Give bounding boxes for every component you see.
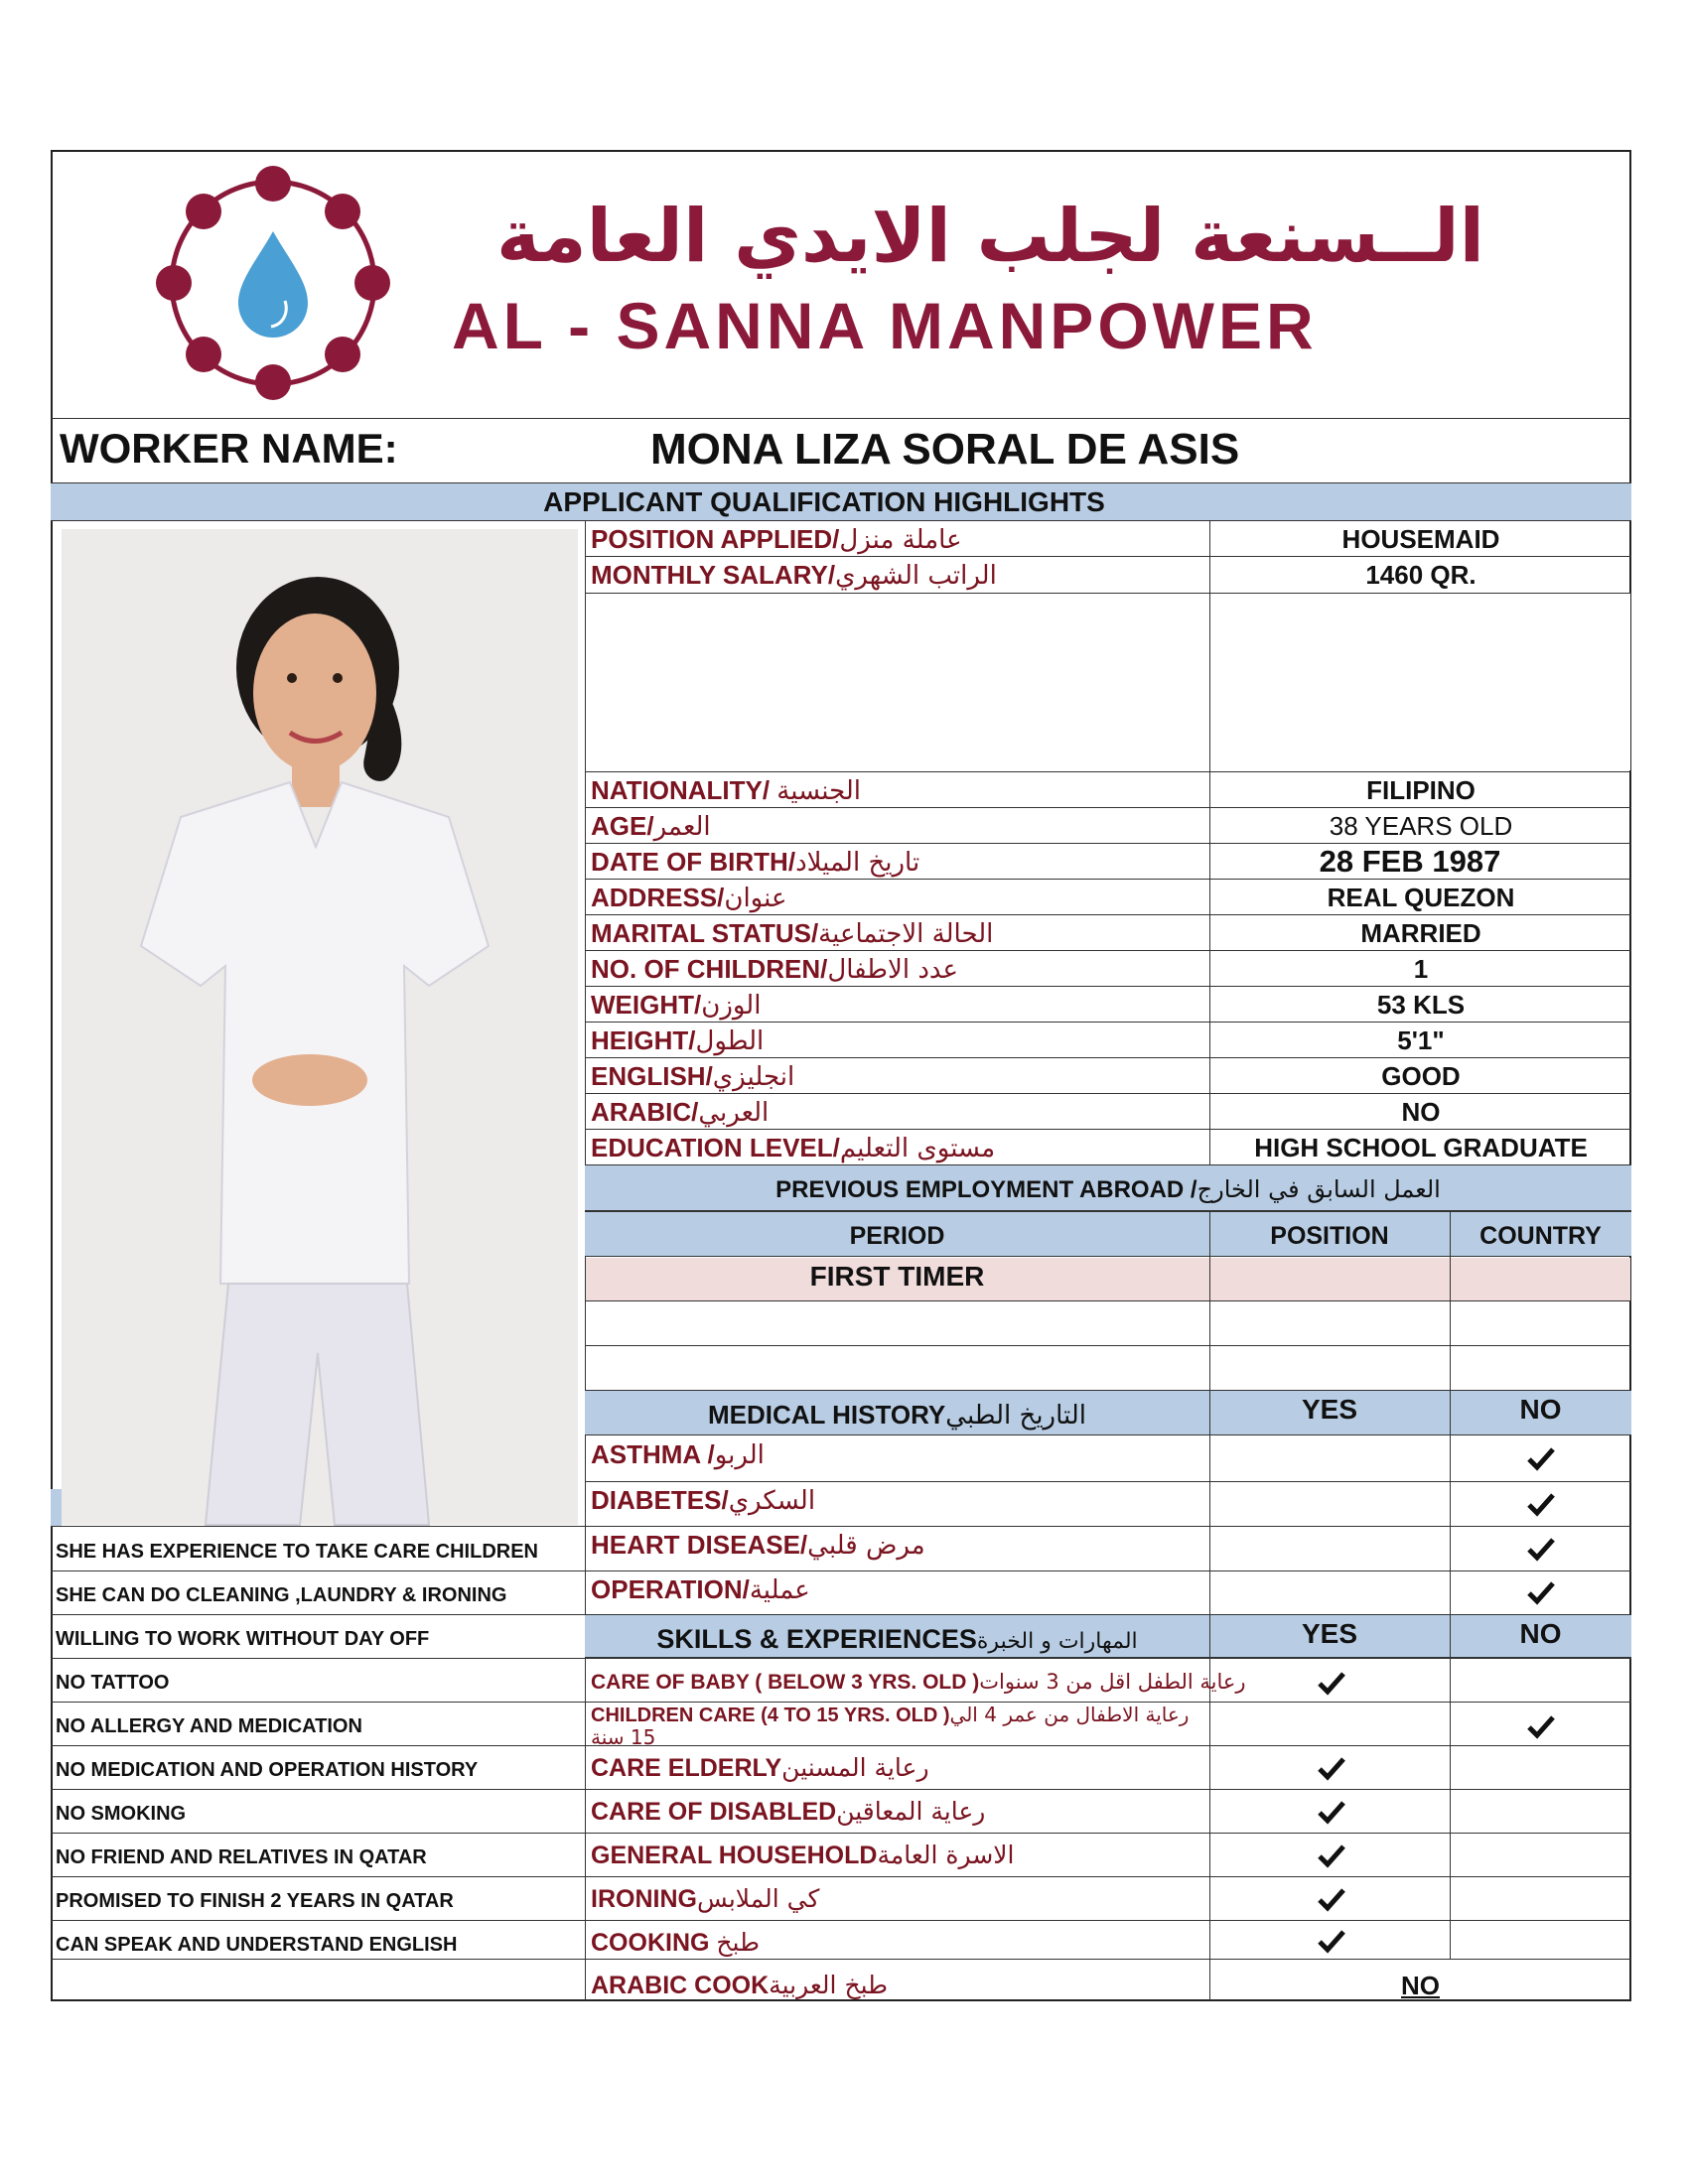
english-label: ENGLISH/انجليزي xyxy=(591,1061,795,1092)
skills-title: SKILLS & EXPERIENCESالمهارات و الخبرة xyxy=(656,1624,1138,1654)
diabetes-label: DIABETES/السكري xyxy=(591,1485,816,1516)
marital-status-label: MARITAL STATUS/الحالة الاجتماعية xyxy=(591,918,994,949)
worker-name: MONA LIZA SORAL DE ASIS xyxy=(650,425,1240,474)
brand-name-arabic: الــسنعة لجلب الايدي العامة xyxy=(495,194,1484,279)
grid-line xyxy=(1450,1211,1451,1959)
remark-item: NO FRIEND AND RELATIVES IN QATAR xyxy=(56,1846,427,1868)
position-applied-label: POSITION APPLIED/عاملة منزل xyxy=(591,524,962,555)
skill-arabic-cook-label: ARABIC COOKطبخ العربية xyxy=(591,1971,889,1999)
check-icon xyxy=(1317,1753,1346,1783)
remark-item: SHE CAN DO CLEANING ,LAUNDRY & IRONING xyxy=(56,1584,507,1606)
weight-label: WEIGHT/الوزن xyxy=(591,990,762,1021)
skill-ironing-label: IRONINGكي الملابس xyxy=(591,1884,820,1913)
remark-item: NO MEDICATION AND OPERATION HISTORY xyxy=(56,1759,479,1781)
education-value: HIGH SCHOOL GRADUATE xyxy=(1254,1133,1588,1162)
children-value: 1 xyxy=(1413,954,1429,984)
col-position: POSITION xyxy=(1270,1222,1389,1250)
arabic-value: NO xyxy=(1401,1097,1441,1127)
check-icon xyxy=(1526,1443,1556,1473)
check-icon xyxy=(1526,1711,1556,1741)
applicant-photo xyxy=(62,529,578,1525)
check-icon xyxy=(1317,1841,1346,1870)
employment-period-1: FIRST TIMER xyxy=(809,1261,985,1292)
position-applied-value: HOUSEMAID xyxy=(1341,524,1500,554)
skill-arabic-cook-value: NO xyxy=(1401,1971,1440,2000)
employment-title: PREVIOUS EMPLOYMENT ABROAD /العمل السابق في الخارج xyxy=(775,1175,1441,1203)
remark-item: NO TATTOO xyxy=(56,1672,170,1694)
brand-name-english: AL - SANNA MANPOWER xyxy=(452,289,1318,362)
medical-yes-header: YES xyxy=(1301,1394,1358,1425)
skill-cooking-label: COOKING طبخ xyxy=(591,1928,760,1957)
check-icon xyxy=(1317,1797,1346,1827)
remark-item: SHE HAS EXPERIENCE TO TAKE CARE CHILDREN xyxy=(56,1541,538,1563)
operation-label: OPERATION/عملية xyxy=(591,1574,810,1605)
age-label: AGE/العمر xyxy=(591,811,711,842)
weight-value: 53 KLS xyxy=(1376,990,1466,1020)
date-of-birth-label: DATE OF BIRTH/تاريخ الميلاد xyxy=(591,847,920,878)
skills-no-header: NO xyxy=(1519,1618,1562,1649)
heart-disease-label: HEART DISEASE/مرض قلبي xyxy=(591,1530,925,1561)
education-label: EDUCATION LEVEL/مستوى التعليم xyxy=(591,1133,996,1163)
skill-care-disabled-label: CARE OF DISABLEDرعاية المعاقين xyxy=(591,1797,986,1826)
remark-item: CAN SPEAK AND UNDERSTAND ENGLISH xyxy=(56,1934,458,1956)
check-icon xyxy=(1317,1926,1346,1956)
age-value: 38 YEARS OLD xyxy=(1329,811,1513,841)
nationality-label: NATIONALITY/ الجنسية xyxy=(591,775,862,806)
skill-care-elderly-label: CARE ELDERLYرعاية المسنين xyxy=(591,1753,929,1782)
check-icon xyxy=(1317,1668,1346,1698)
date-of-birth-value: 28 FEB 1987 xyxy=(1319,844,1501,879)
address-label: ADDRESS/عنوان xyxy=(591,883,787,913)
arabic-label: ARABIC/العربي xyxy=(591,1097,770,1128)
asthma-label: ASTHMA /الربو xyxy=(591,1439,765,1470)
skills-yes-header: YES xyxy=(1301,1618,1358,1649)
remark-item: PROMISED TO FINISH 2 YEARS IN QATAR xyxy=(56,1890,454,1912)
check-icon xyxy=(1526,1534,1556,1564)
check-icon xyxy=(1526,1489,1556,1519)
children-label: NO. OF CHILDREN/عدد الاطفال xyxy=(591,954,959,985)
check-icon xyxy=(1526,1577,1556,1607)
skill-children-care-label: CHILDREN CARE (4 TO 15 YRS. OLD )رعاية الاطفال من عمر 4 الي 15 سنة xyxy=(591,1703,1190,1749)
monthly-salary-value: 1460 QR. xyxy=(1365,560,1477,590)
col-period: PERIOD xyxy=(849,1222,945,1250)
medical-title: MEDICAL HISTORYالتاريخ الطبي xyxy=(707,1400,1087,1431)
monthly-salary-label: MONTHLY SALARY/الراتب الشهري xyxy=(591,560,997,591)
remark-item: NO SMOKING xyxy=(56,1803,187,1825)
medical-no-header: NO xyxy=(1519,1394,1562,1425)
height-label: HEIGHT/الطول xyxy=(591,1025,765,1056)
skill-general-household-label: GENERAL HOUSEHOLDالاسرة العامة xyxy=(591,1841,1015,1869)
skill-care-baby-label: CARE OF BABY ( BELOW 3 YRS. OLD )رعاية الطفل اقل من 3 سنوات xyxy=(591,1670,1246,1694)
remark-item: WILLING TO WORK WITHOUT DAY OFF xyxy=(56,1628,430,1650)
agency-logo-icon xyxy=(134,174,412,392)
worker-name-label: WORKER NAME: xyxy=(60,425,398,472)
english-value: GOOD xyxy=(1381,1061,1461,1091)
marital-status-value: MARRIED xyxy=(1360,918,1481,948)
height-value: 5'1" xyxy=(1397,1025,1445,1055)
check-icon xyxy=(1317,1884,1346,1914)
nationality-value: FILIPINO xyxy=(1366,775,1476,805)
col-country: COUNTRY xyxy=(1479,1222,1602,1250)
remark-item: NO ALLERGY AND MEDICATION xyxy=(56,1715,362,1737)
section-title: APPLICANT QUALIFICATION HIGHLIGHTS xyxy=(543,486,1105,517)
divider xyxy=(51,418,1631,419)
address-value: REAL QUEZON xyxy=(1327,883,1515,912)
